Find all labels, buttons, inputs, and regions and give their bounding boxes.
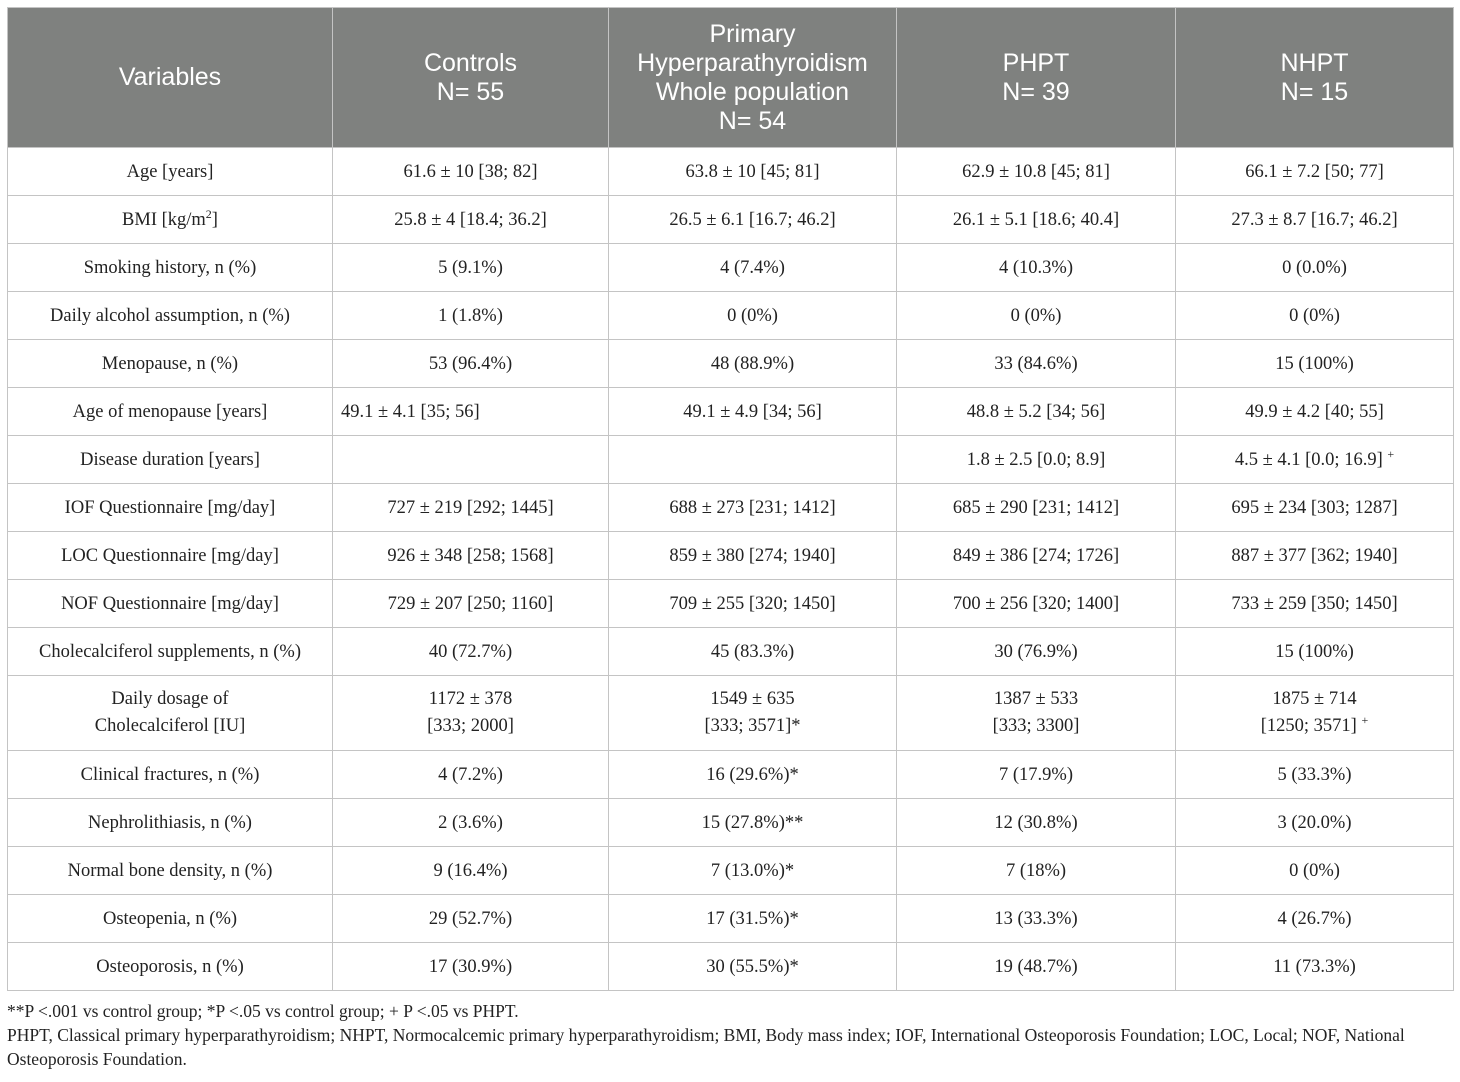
cell-controls: 926 ± 348 [258; 1568] [333,532,609,580]
cell-php: 15 (27.8%)** [609,799,897,847]
cell-controls: 53 (96.4%) [333,340,609,388]
cell-controls: 49.1 ± 4.1 [35; 56] [333,388,609,436]
row-label: Normal bone density, n (%) [8,847,333,895]
cell-nhpt: 4 (26.7%) [1176,895,1454,943]
characteristics-table [7,7,1454,991]
table-row [8,676,1454,751]
significance-note: **P <.001 vs control group; *P <.05 vs control group; + P <.05 vs PHPT. [7,1001,519,1021]
cell-php: 26.5 ± 6.1 [16.7; 46.2] [609,196,897,244]
table-body [8,148,1454,991]
cell-php: 30 (55.5%)* [609,943,897,991]
cell-nhpt: 15 (100%) [1176,628,1454,676]
table-row [8,148,1454,196]
row-label: Age of menopause [years] [8,388,333,436]
table-header [8,8,1454,148]
cell-phpt: 4 (10.3%) [897,244,1176,292]
cell-php: 709 ± 255 [320; 1450] [609,580,897,628]
cell-controls: 1 (1.8%) [333,292,609,340]
cell-php: 49.1 ± 4.9 [34; 56] [609,388,897,436]
cell-phpt: 849 ± 386 [274; 1726] [897,532,1176,580]
row-label: Menopause, n (%) [8,340,333,388]
table-container [7,7,1453,1071]
cell-php: 63.8 ± 10 [45; 81] [609,148,897,196]
cell-nhpt: 3 (20.0%) [1176,799,1454,847]
cell-nhpt: 887 ± 377 [362; 1940] [1176,532,1454,580]
row-label: Disease duration [years] [8,436,333,484]
table-row [8,751,1454,799]
cell-nhpt: 0 (0.0%) [1176,244,1454,292]
cell-nhpt: 695 ± 234 [303; 1287] [1176,484,1454,532]
row-label: Osteoporosis, n (%) [8,943,333,991]
row-label: Smoking history, n (%) [8,244,333,292]
row-label: Daily alcohol assumption, n (%) [8,292,333,340]
cell-nhpt: 49.9 ± 4.2 [40; 55] [1176,388,1454,436]
table-row [8,196,1454,244]
cell-phpt: 26.1 ± 5.1 [18.6; 40.4] [897,196,1176,244]
cell-nhpt: 11 (73.3%) [1176,943,1454,991]
cell-controls: 5 (9.1%) [333,244,609,292]
table-row [8,532,1454,580]
cell-controls: 729 ± 207 [250; 1160] [333,580,609,628]
cell-controls: 4 (7.2%) [333,751,609,799]
cell-php [609,436,897,484]
cell-phpt: 62.9 ± 10.8 [45; 81] [897,148,1176,196]
row-label: Clinical fractures, n (%) [8,751,333,799]
cell-phpt: 0 (0%) [897,292,1176,340]
cell-php: 16 (29.6%)* [609,751,897,799]
cell-php: 45 (83.3%) [609,628,897,676]
table-footnotes [7,999,1453,1071]
cell-phpt: 7 (18%) [897,847,1176,895]
row-label: Daily dosage of Cholecalciferol [IU] [8,676,333,751]
cell-php: 48 (88.9%) [609,340,897,388]
table-row [8,484,1454,532]
cell-controls: 40 (72.7%) [333,628,609,676]
row-label: NOF Questionnaire [mg/day] [8,580,333,628]
cell-controls: 9 (16.4%) [333,847,609,895]
cell-controls: 727 ± 219 [292; 1445] [333,484,609,532]
cell-phpt: 13 (33.3%) [897,895,1176,943]
header-php-whole: Primary Hyperparathyroidism Whole population N= 54 [609,8,897,148]
cell-nhpt: 733 ± 259 [350; 1450] [1176,580,1454,628]
cell-phpt: 12 (30.8%) [897,799,1176,847]
header-row [8,8,1454,148]
cell-php: 7 (13.0%)* [609,847,897,895]
cell-php: 688 ± 273 [231; 1412] [609,484,897,532]
row-label: Nephrolithiasis, n (%) [8,799,333,847]
row-label: IOF Questionnaire [mg/day] [8,484,333,532]
cell-nhpt: 1875 ± 714 [1250; 3571] + [1176,676,1454,751]
cell-nhpt: 27.3 ± 8.7 [16.7; 46.2] [1176,196,1454,244]
header-controls: Controls N= 55 [333,8,609,148]
cell-phpt: 30 (76.9%) [897,628,1176,676]
header-phpt: PHPT N= 39 [897,8,1176,148]
table-row [8,388,1454,436]
cell-phpt: 700 ± 256 [320; 1400] [897,580,1176,628]
table-row [8,292,1454,340]
cell-php: 4 (7.4%) [609,244,897,292]
cell-controls: 25.8 ± 4 [18.4; 36.2] [333,196,609,244]
cell-nhpt: 0 (0%) [1176,292,1454,340]
cell-php: 17 (31.5%)* [609,895,897,943]
cell-controls: 2 (3.6%) [333,799,609,847]
cell-php: 0 (0%) [609,292,897,340]
cell-nhpt: 5 (33.3%) [1176,751,1454,799]
cell-controls: 61.6 ± 10 [38; 82] [333,148,609,196]
row-label: Age [years] [8,148,333,196]
cell-controls: 1172 ± 378 [333; 2000] [333,676,609,751]
table-row [8,436,1454,484]
cell-controls [333,436,609,484]
abbreviations-note: PHPT, Classical primary hyperparathyroidism; NHPT, Normocalcemic primary hyperparathyroidism; BMI, Body mass index; IOF, International Osteoporosis Foundation; LOC, Local; NOF, National Osteoporosis Foundation. [7,1025,1405,1069]
cell-phpt: 7 (17.9%) [897,751,1176,799]
table-row [8,847,1454,895]
cell-php: 859 ± 380 [274; 1940] [609,532,897,580]
row-label: BMI $[kg/m^2]$ [8,196,333,244]
table-row [8,340,1454,388]
cell-nhpt: 66.1 ± 7.2 [50; 77] [1176,148,1454,196]
cell-nhpt: 15 (100%) [1176,340,1454,388]
cell-nhpt: 4.5 ± 4.1 [0.0; 16.9] + [1176,436,1454,484]
table-row [8,628,1454,676]
row-label: LOC Questionnaire [mg/day] [8,532,333,580]
cell-phpt: 685 ± 290 [231; 1412] [897,484,1176,532]
cell-phpt: 33 (84.6%) [897,340,1176,388]
cell-nhpt: 0 (0%) [1176,847,1454,895]
table-row [8,895,1454,943]
cell-phpt: 19 (48.7%) [897,943,1176,991]
cell-phpt: 1.8 ± 2.5 [0.0; 8.9] [897,436,1176,484]
cell-controls: 29 (52.7%) [333,895,609,943]
cell-phpt: 48.8 ± 5.2 [34; 56] [897,388,1176,436]
cell-php: 1549 ± 635 [333; 3571]* [609,676,897,751]
table-row [8,943,1454,991]
row-label: Cholecalciferol supplements, n (%) [8,628,333,676]
row-label: Osteopenia, n (%) [8,895,333,943]
cell-phpt: 1387 ± 533 [333; 3300] [897,676,1176,751]
table-row [8,799,1454,847]
table-row [8,580,1454,628]
header-variables: Variables [8,8,333,148]
cell-controls: 17 (30.9%) [333,943,609,991]
table-row [8,244,1454,292]
header-nhpt: NHPT N= 15 [1176,8,1454,148]
